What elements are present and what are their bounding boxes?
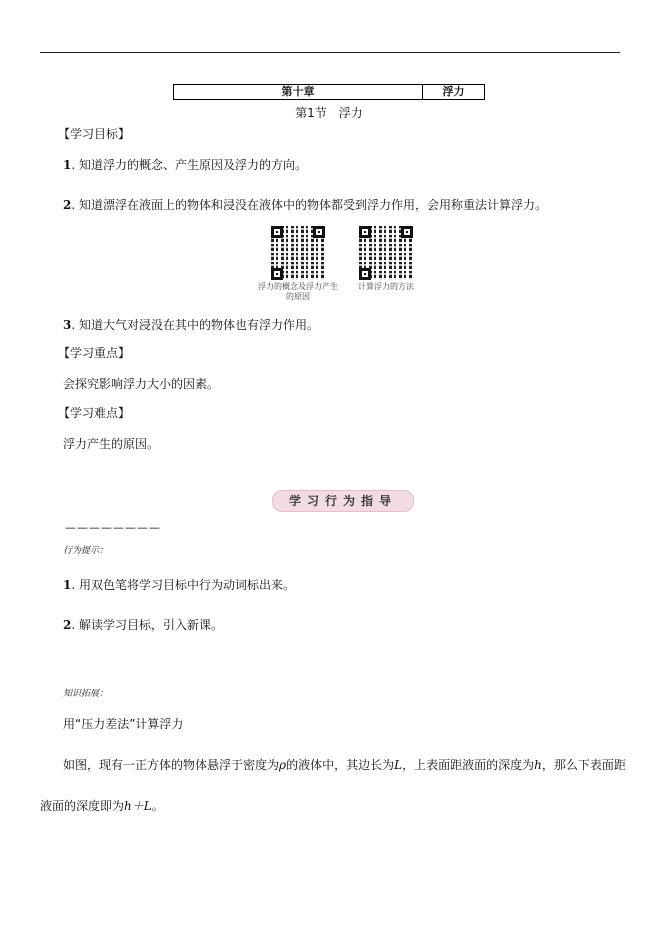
qr-code-concept[interactable] <box>258 226 338 302</box>
qr-code-image <box>359 226 413 280</box>
paragraph-line-1 <box>63 756 626 773</box>
key-heading: 【学习重点】 <box>58 346 131 360</box>
separator-dashes: ———————— <box>65 521 161 534</box>
paragraph-text: ，上表面距液面的深度为 <box>402 758 535 772</box>
behavior-number: 2 <box>63 618 72 632</box>
qr-caption: 计算浮力的方法 <box>358 282 414 291</box>
qr-caption: 浮力的概念及浮力产生的原因 <box>258 282 338 301</box>
paragraph-text: 。 <box>151 799 164 813</box>
guidance-banner: 学习行为指导 <box>272 490 414 512</box>
method-title: 用“压力差法”计算浮力 <box>63 717 184 731</box>
behavior-1 <box>63 576 295 593</box>
header-rule <box>40 52 620 53</box>
objective-number: 2 <box>63 198 72 212</box>
objective-text: . 知道漂浮在液面上的物体和浸没在液体中的物体都受到浮力作用，会用称重法计算浮力。 <box>71 198 547 212</box>
key-text: 会探究影响浮力大小的因素。 <box>63 377 220 391</box>
expression: h＋L <box>124 799 152 813</box>
behavior-text: . 解读学习目标，引入新课。 <box>71 618 223 632</box>
chapter-label: 第十章 <box>174 85 423 99</box>
chapter-topic: 浮力 <box>442 85 465 98</box>
qr-code-method[interactable] <box>346 226 426 292</box>
paragraph-text: 液面的深度即为 <box>40 799 125 813</box>
behavior-number: 1 <box>63 578 72 592</box>
qr-code-image <box>271 226 325 280</box>
section-title: 第1节 浮力 <box>295 106 363 120</box>
paragraph-text: 如图，现有一正方体的物体悬浮于密度为 <box>63 758 280 772</box>
paragraph-text: ，那么下表面距 <box>541 758 626 772</box>
objective-2 <box>63 196 547 213</box>
objective-1 <box>63 156 307 173</box>
chapter-table <box>173 84 485 100</box>
objective-text: . 知道浮力的概念、产生原因及浮力的方向。 <box>71 158 307 172</box>
difficulty-heading: 【学习难点】 <box>58 406 131 420</box>
objectives-heading: 【学习目标】 <box>58 127 131 141</box>
objective-number: 3 <box>63 318 72 332</box>
behavior-hint: 行为提示： <box>63 546 109 556</box>
objective-3 <box>63 316 319 333</box>
symbol-rho: ρ <box>279 758 287 772</box>
behavior-text: . 用双色笔将学习目标中行为动词标出来。 <box>71 578 295 592</box>
symbol-l: L <box>394 758 403 772</box>
paragraph-line-2 <box>40 797 164 814</box>
objective-text: . 知道大气对浸没在其中的物体也有浮力作用。 <box>71 318 319 332</box>
objective-number: 1 <box>63 158 72 172</box>
behavior-2 <box>63 616 223 633</box>
difficulty-text: 浮力产生的原因。 <box>63 437 160 451</box>
knowledge-hint: 知识拓展： <box>63 689 109 699</box>
paragraph-text: 的液体中，其边长为 <box>286 758 395 772</box>
symbol-h: h <box>534 758 542 772</box>
